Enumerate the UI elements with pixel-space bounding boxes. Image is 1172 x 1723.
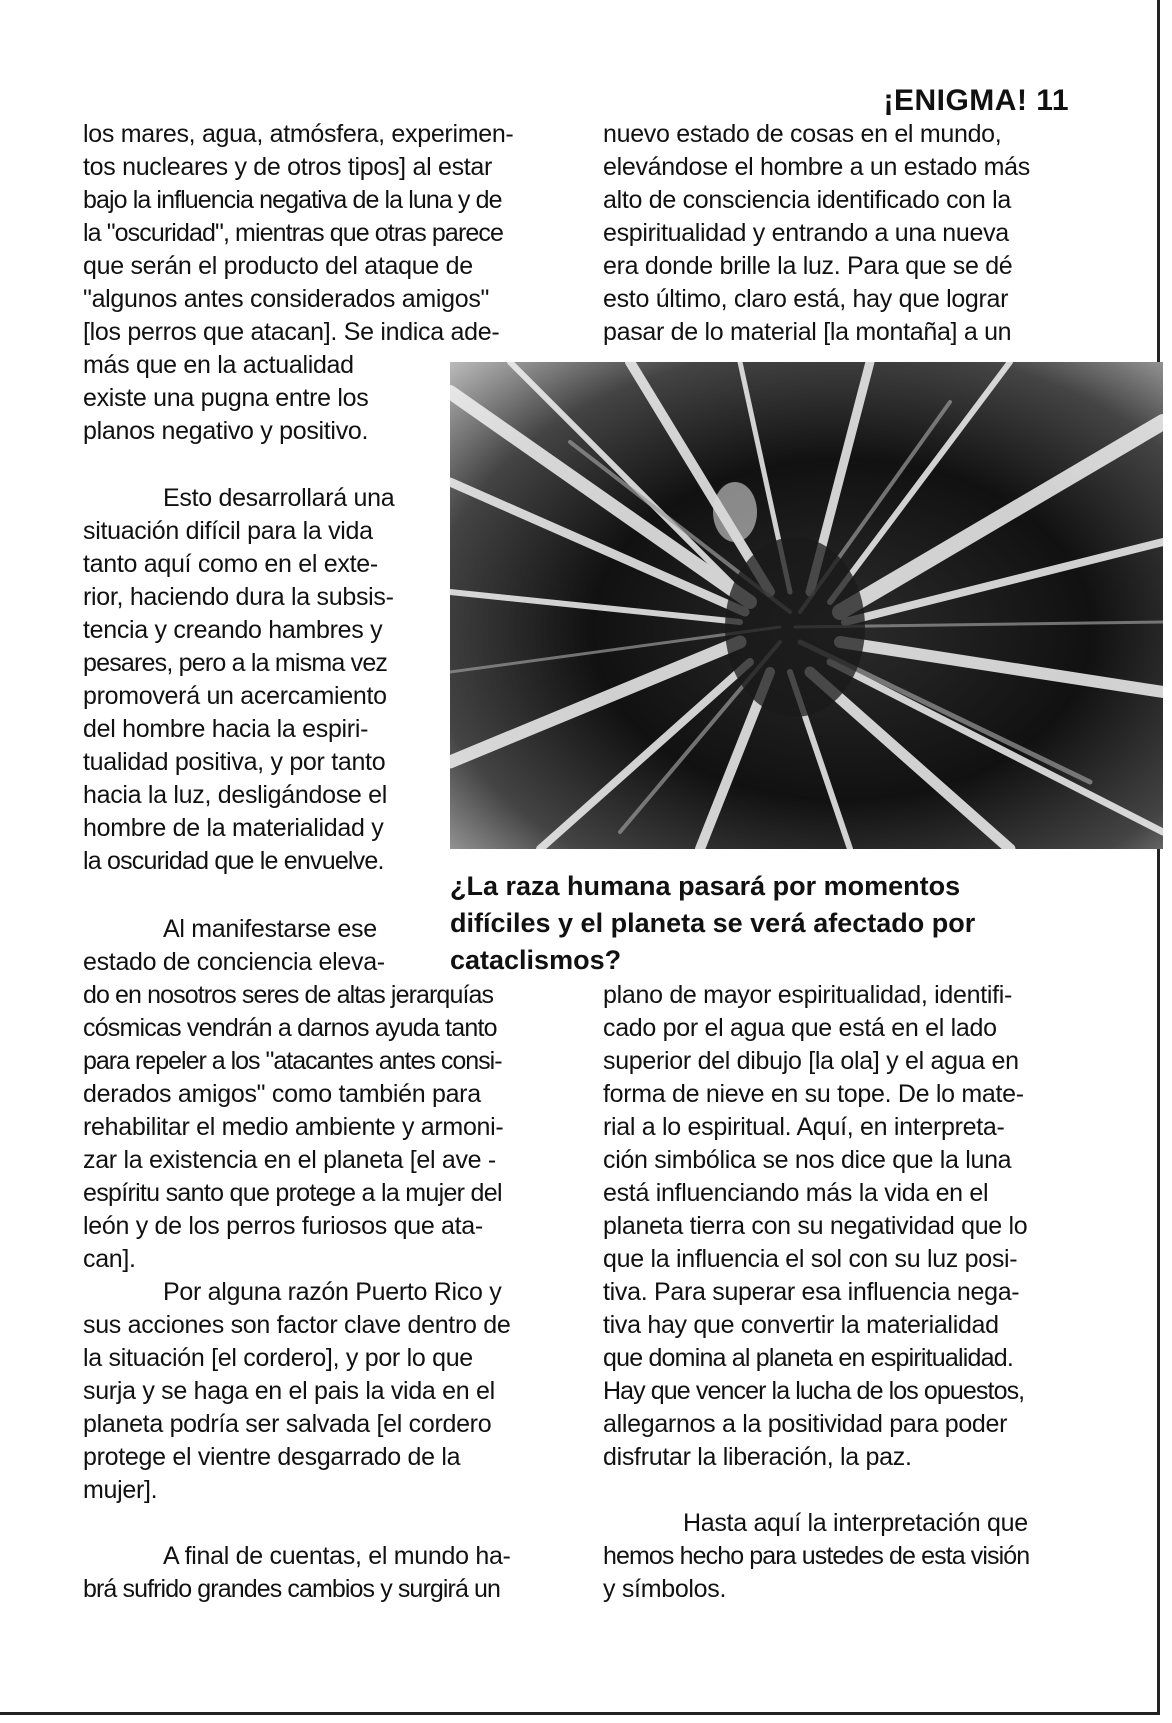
text-line: los mares, agua, atmósfera, experimen- (83, 120, 514, 148)
text-line: león y de los perros furiosos que ata- (83, 1212, 483, 1240)
text-line: tiva hay que convertir la materialidad (603, 1311, 999, 1339)
text-line: bajo la influencia negativa de la luna y de (83, 186, 502, 214)
text-line: planeta tierra con su negatividad que lo (603, 1212, 1028, 1240)
text-line: disfrutar la liberación, la paz. (603, 1443, 912, 1471)
text-line: planos negativo y positivo. (83, 417, 369, 445)
text-line: Al manifestarse ese (163, 915, 377, 943)
text-line: la situación [el cordero], y por lo que (83, 1344, 473, 1372)
text-line: sus acciones son factor clave dentro de (83, 1311, 511, 1339)
text-line: cósmicas vendrán a darnos ayuda tanto (83, 1014, 497, 1042)
text-line: Esto desarrollará una (163, 484, 395, 512)
text-line: cado por el agua que está en el lado (603, 1014, 997, 1042)
photo-caption (450, 868, 1110, 979)
text-line: hacia la luz, desligándose el (83, 781, 388, 809)
text-line: espiritualidad y entrando a una nueva (603, 219, 1009, 247)
text-line: forma de nieve en su tope. De lo mate- (603, 1080, 1024, 1108)
text-line: planeta podría ser salvada [el cordero (83, 1410, 492, 1438)
text-line: esto último, claro está, hay que lograr (603, 285, 1009, 313)
text-line: era donde brille la luz. Para que se dé (603, 252, 1013, 280)
text-line: que serán el producto del ataque de (83, 252, 473, 280)
text-line: tos nucleares y de otros tipos] al estar (83, 153, 493, 181)
caption-line: ¿La raza humana pasará por momentos (450, 871, 961, 901)
text-line: rior, haciendo dura la subsis- (83, 583, 394, 611)
text-line: zar la existencia en el planeta [el ave - (83, 1146, 496, 1174)
text-line: [los perros que atacan]. Se indica ade- (83, 318, 500, 346)
motion-blurred-crowd-photo (450, 362, 1163, 849)
text-line: surja y se haga en el pais la vida en el (83, 1377, 495, 1405)
text-line: que la influencia el sol con su luz posi- (603, 1245, 1018, 1273)
text-line: está influenciando más la vida en el (603, 1179, 989, 1207)
text-line: tencia y creando hambres y (83, 616, 383, 644)
text-line: promoverá un acercamiento (83, 682, 387, 710)
text-line: tiva. Para superar esa influencia nega- (603, 1278, 1020, 1306)
text-line: estado de conciencia eleva- (83, 948, 385, 976)
text-line: rial a lo espiritual. Aquí, en interpreta- (603, 1113, 1005, 1141)
text-line: tualidad positiva, y por tanto (83, 748, 386, 776)
text-line: para repeler a los "atacantes antes consi- (83, 1047, 502, 1075)
text-line: do en nosotros seres de altas jerarquías (83, 981, 494, 1009)
text-line: la "oscuridad", mientras que otras parece (83, 219, 503, 247)
caption-line: cataclismos? (450, 945, 622, 975)
text-line: pesares, pero a la misma vez (83, 649, 388, 677)
text-line: brá sufrido grandes cambios y surgirá un (83, 1575, 501, 1603)
text-line: la oscuridad que le envuelve. (83, 847, 384, 875)
text-line: allegarnos a la positividad para poder (603, 1410, 1008, 1438)
text-line: pasar de lo material [la montaña] a un (603, 318, 1012, 346)
text-line: espíritu santo que protege a la mujer del (83, 1179, 502, 1207)
text-line: can]. (83, 1245, 136, 1273)
text-line: existe una pugna entre los (83, 384, 369, 412)
text-line: mujer]. (83, 1476, 158, 1504)
text-line: Por alguna razón Puerto Rico y (163, 1278, 502, 1306)
text-line: y símbolos. (603, 1575, 727, 1603)
text-line: del hombre hacia la espiri- (83, 715, 369, 743)
text-line: "algunos antes considerados amigos" (83, 285, 490, 313)
page-header: ¡ENIGMA! 11 (883, 84, 1069, 117)
text-line: protege el vientre desgarrado de la (83, 1443, 461, 1471)
text-line: Hasta aquí la interpretación que (683, 1509, 1028, 1537)
text-line: situación difícil para la vida (83, 517, 373, 545)
text-line: que domina al planeta en espiritualidad. (603, 1344, 1013, 1372)
photo-streaks-icon (450, 362, 1163, 849)
caption-line: difíciles y el planeta se verá afectado por (450, 908, 976, 938)
text-line: hemos hecho para ustedes de esta visión (603, 1542, 1030, 1570)
text-line: hombre de la materialidad y (83, 814, 384, 842)
text-line: tanto aquí como en el exte- (83, 550, 378, 578)
text-line: más que en la actualidad (83, 351, 354, 379)
text-line: ción simbólica se nos dice que la luna (603, 1146, 1012, 1174)
text-line: derados amigos" como también para (83, 1080, 481, 1108)
text-line: elevándose el hombre a un estado más (603, 153, 1030, 181)
text-line: nuevo estado de cosas en el mundo, (603, 120, 1002, 148)
text-line: superior del dibujo [la ola] y el agua en (603, 1047, 1019, 1075)
text-line: A final de cuentas, el mundo ha- (163, 1542, 511, 1570)
text-line: plano de mayor espiritualidad, identifi- (603, 981, 1013, 1009)
text-line: alto de consciencia identificado con la (603, 186, 1012, 214)
text-line: rehabilitar el medio ambiente y armoni- (83, 1113, 504, 1141)
text-line: Hay que vencer la lucha de los opuestos, (603, 1377, 1025, 1405)
